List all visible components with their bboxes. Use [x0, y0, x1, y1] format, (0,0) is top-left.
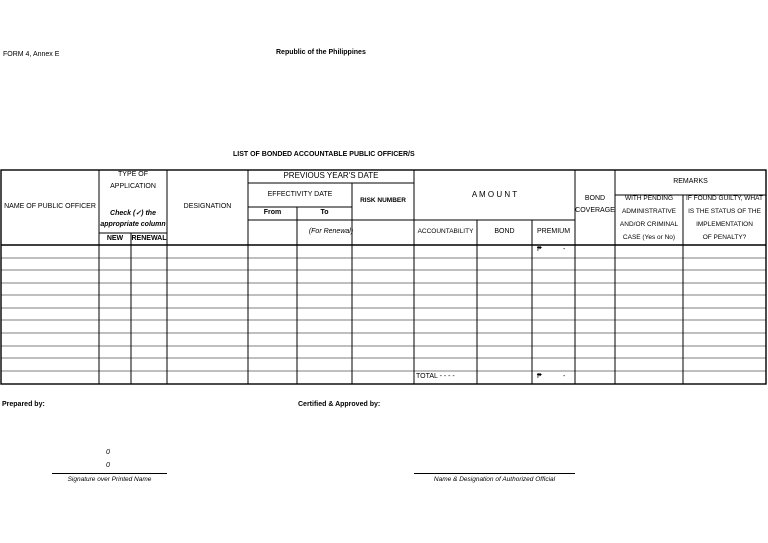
- header-remarks-guilty-4: OF PENALTY?: [702, 234, 747, 241]
- header-name-of-officer: NAME OF PUBLIC OFFICER: [4, 203, 96, 211]
- header-previous-year-date: PREVIOUS YEAR'S DATE: [283, 171, 379, 181]
- header-renewal: RENEWAL: [131, 234, 167, 242]
- total-label: TOTAL - - - -: [416, 373, 455, 380]
- header-type-instruction1: Check (✓) the: [110, 210, 156, 217]
- header-remarks-pending-3: AND/OR CRIMINAL: [619, 221, 679, 228]
- header-to: To: [320, 209, 329, 217]
- signature-line-right: [414, 473, 575, 474]
- header-new: NEW: [106, 234, 124, 242]
- row1-premium-value: -: [563, 246, 566, 253]
- header-bond: BOND: [494, 228, 515, 236]
- header-type-line1: TYPE OF: [118, 171, 148, 178]
- header-remarks-guilty-2: IS THE STATUS OF THE: [688, 208, 761, 215]
- header-amount: A M O U N T: [471, 189, 518, 199]
- header-accountability: ACCOUNTABILITY: [417, 228, 474, 236]
- form-code: FORM 4, Annex E: [3, 51, 60, 58]
- header-coverage-line1: BOND: [584, 195, 606, 202]
- country-header: Republic of the Philippines: [276, 49, 366, 56]
- signature-caption-left: Signature over Printed Name: [67, 476, 152, 483]
- header-remarks-pending-4: CASE (Yes or No): [622, 234, 676, 241]
- signature-line-left: [52, 473, 167, 474]
- header-remarks-pending-2: ADMINISTRATIVE: [621, 208, 677, 215]
- header-type-instruction2: appropriate column: [100, 221, 166, 228]
- header-for-renewal: (For Renewal): [308, 228, 354, 236]
- header-remarks: REMARKS: [673, 178, 708, 186]
- header-type-line2: APPLICATION: [110, 183, 156, 190]
- header-risk-number: RISK NUMBER: [360, 197, 406, 205]
- header-remarks-guilty-3: IMPLEMENTATION: [696, 221, 753, 228]
- preparer-value-1: 0: [106, 449, 110, 456]
- header-effectivity-date: EFFECTIVITY DATE: [267, 190, 333, 198]
- row1-premium-currency: ₱: [537, 246, 542, 253]
- total-premium-value: -: [563, 373, 566, 380]
- prepared-by-label: Prepared by:: [2, 401, 45, 408]
- header-premium: PREMIUM: [536, 228, 571, 236]
- header-designation: DESIGNATION: [183, 203, 232, 211]
- certified-by-label: Certified & Approved by:: [298, 401, 381, 408]
- signature-caption-right: Name & Designation of Authorized Official: [433, 476, 556, 483]
- preparer-value-2: 0: [106, 462, 110, 469]
- header-from: From: [263, 209, 282, 217]
- page-title: LIST OF BONDED ACCOUNTABLE PUBLIC OFFICER/S: [233, 151, 415, 158]
- header-remarks-pending-1: WITH PENDING: [624, 195, 674, 202]
- total-premium-currency: ₱: [537, 373, 542, 380]
- header-remarks-guilty-1: IF FOUND GUILTY, WHAT: [686, 195, 763, 202]
- header-coverage-line2: COVERAGE: [575, 207, 615, 214]
